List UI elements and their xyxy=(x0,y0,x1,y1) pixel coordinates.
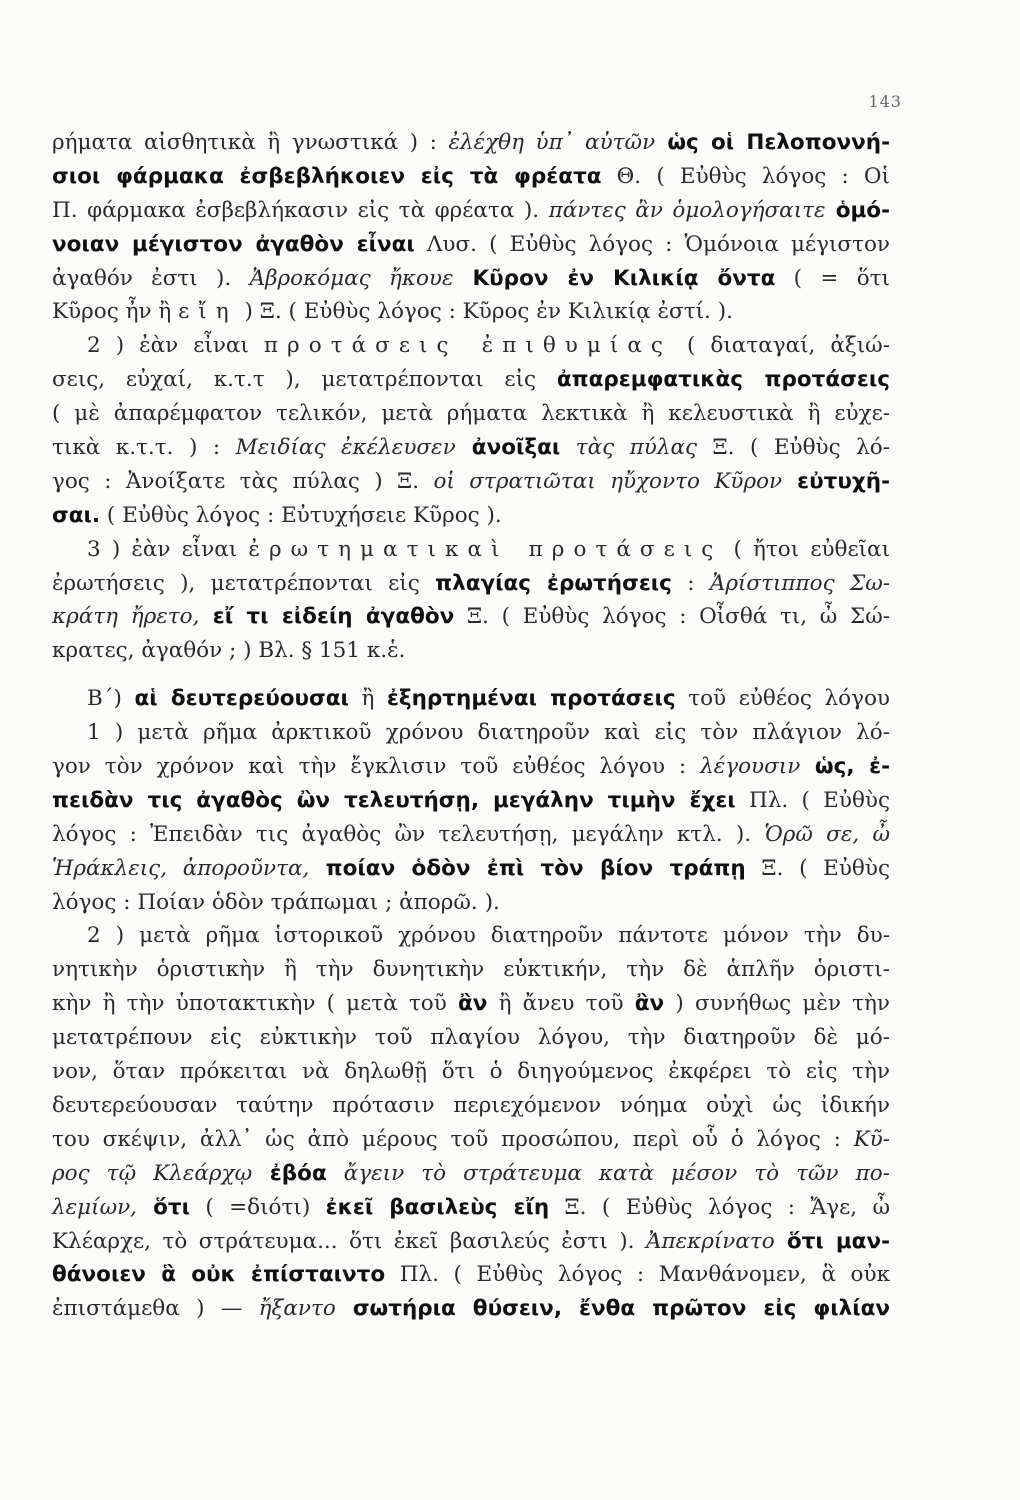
spaced-text: ἐρωτηματικαὶ προτάσεις xyxy=(248,536,723,562)
text-line xyxy=(52,1055,890,1089)
text-line xyxy=(52,1021,890,1055)
text-segment: Ξ. ( Εὐθὺς xyxy=(745,855,890,881)
text-line xyxy=(52,228,890,262)
text-line xyxy=(52,1258,890,1292)
text-segment: κρατες, ἀγαθόν ; ) Βλ. § 151 κ.ἑ. xyxy=(52,638,406,664)
text-line xyxy=(52,465,890,499)
text-line xyxy=(52,1089,890,1123)
text-line xyxy=(52,194,890,228)
text-segment: 2 ) μετὰ ρῆμα ἱστορικοῦ χρόνου διατηροῦν πάντοτε μόνον τὴν δυ- xyxy=(87,923,890,949)
text-line xyxy=(52,886,890,920)
bold-text: θάνοιεν ἃ οὐκ ἐπίσταιντο xyxy=(52,1262,386,1288)
text-line xyxy=(52,716,890,750)
text-segment: κὴν ἢ τὴν ὑποτακτικὴν ( μετὰ τοῦ xyxy=(52,991,458,1017)
text-line xyxy=(52,1292,890,1326)
italic-text: τὰς πύλας xyxy=(560,435,698,461)
body-text xyxy=(52,126,890,1326)
text-segment: Ξ. ( Εὐθὺς λόγος : Ἄγε, ὦ xyxy=(549,1194,890,1220)
text-line xyxy=(52,1225,890,1259)
bold-text: ὅτι xyxy=(137,1194,190,1220)
bold-text: ἐξηρτημέναι προτάσεις xyxy=(386,686,676,712)
italic-text: κράτη ἤρετο, xyxy=(52,604,200,630)
text-segment: Θ. ( Εὐθὺς λόγος : Οἱ xyxy=(601,163,890,189)
text-line xyxy=(52,852,890,886)
text-segment: ἢ ἄνευ τοῦ xyxy=(487,991,635,1017)
text-segment: Πλ. ( Εὐθὺς λόγος : Μανθάνομεν, ἃ οὐκ xyxy=(385,1262,891,1288)
text-line xyxy=(52,160,890,194)
text-segment: του σκέψιν, ἀλλ᾽ ὡς ἀπὸ μέρους τοῦ προσώπου, περὶ οὗ ὁ λόγος : xyxy=(52,1126,854,1152)
italic-text: οἱ στρατιῶται ηὔχοντο Κῦρον xyxy=(433,468,783,494)
text-segment: μετατρέπουν εἰς εὐκτικὴν τοῦ πλαγίου λόγου, τὴν διατηροῦν δὲ μό- xyxy=(52,1025,890,1051)
text-line xyxy=(52,634,890,668)
italic-text: λεμίων, xyxy=(52,1194,138,1220)
text-segment: ( Εὐθὺς λόγος : Εὐτυχήσειε Κῦρος ). xyxy=(100,502,502,528)
text-segment: ( μὲ ἀπαρέμφατον τελικόν, μετὰ ρήματα λεκτικὰ ἢ κελευστικὰ ἢ εὐχε- xyxy=(52,401,890,427)
text-segment: 2 ) ἐὰν εἶναι xyxy=(87,333,264,359)
italic-text: Ὁρῶ σε, ὦ xyxy=(764,821,890,847)
italic-text: ρος τῷ Κλεάρχῳ xyxy=(52,1160,253,1186)
bold-text: αἱ δευτερεύουσαι xyxy=(134,686,349,712)
bold-text: ἐβόα xyxy=(252,1160,327,1186)
text-segment: Λυσ. ( Εὐθὺς λόγος : Ὁμόνοια μέγιστον xyxy=(414,231,890,257)
text-line xyxy=(52,682,890,716)
text-segment: Ξ. ( Εὐθὺς λόγος : Οἶσθά τι, ὦ Σώ- xyxy=(454,604,890,630)
text-segment: ) συνήθως μὲν τὴν xyxy=(664,991,890,1017)
text-segment: τοῦ εὐθέος λόγου xyxy=(675,686,890,712)
text-line xyxy=(52,953,890,987)
text-line xyxy=(52,750,890,784)
text-segment: ἐπιστάμεθα ) — xyxy=(52,1296,259,1322)
text-line xyxy=(52,1191,890,1225)
bold-text: ποίαν ὁδὸν ἐπὶ τὸν βίον τράπῃ xyxy=(309,855,746,881)
italic-text: ἤξαντο xyxy=(258,1296,336,1322)
italic-text: Μειδίας ἐκέλευσεν xyxy=(235,435,456,461)
italic-text: ἐλέχθη ὑπ᾽ αὐτῶν xyxy=(448,130,656,155)
bold-text: ἐκεῖ βασιλεὺς εἴη xyxy=(325,1194,550,1220)
text-segment: τικὰ κ.τ.τ. ) : xyxy=(52,435,236,461)
text-segment: Β΄) xyxy=(87,686,135,712)
text-segment: σεις, εὐχαί, κ.τ.τ ), μετατρέπονται εἰς xyxy=(52,367,557,393)
italic-text: Ἀρίστιππος Σω- xyxy=(709,570,890,596)
text-segment: ἢ xyxy=(348,686,387,712)
text-line xyxy=(52,600,890,634)
text-line xyxy=(52,818,890,852)
text-line xyxy=(52,363,890,397)
bold-text: ἂν xyxy=(458,991,488,1017)
bold-text: πλαγίας ἐρωτήσεις xyxy=(435,570,672,596)
italic-text: πάντες ἂν ὁμολογήσαιτε xyxy=(548,197,826,223)
text-line xyxy=(52,262,890,296)
text-line xyxy=(52,533,890,567)
italic-text: Ἀπεκρίνατο xyxy=(645,1228,775,1254)
text-segment: ρήματα αἰσθητικὰ ἢ γνωστικά ) : xyxy=(52,130,449,155)
bold-text: σαι. xyxy=(52,502,101,528)
bold-text: ὅτι μαν- xyxy=(774,1228,891,1254)
italic-text: Ἀβροκόμας ἤκουε xyxy=(249,265,454,291)
bold-text: εὐτυχῆ- xyxy=(782,468,890,494)
text-segment: : xyxy=(671,570,710,596)
text-line xyxy=(52,1123,890,1157)
italic-text: Κῦ- xyxy=(853,1126,890,1152)
text-segment: ) Ξ. ( Εὐθὺς λόγος : Κῦρος ἐν Κιλικίᾳ ἐστί. ). xyxy=(237,299,733,325)
bold-text: ἂν xyxy=(634,991,665,1017)
text-line xyxy=(52,1157,890,1191)
text-segment: γος : Ἀνοίξατε τὰς πύλας ) Ξ. xyxy=(52,468,434,494)
text-segment: Κλέαρχε, τὸ στράτευμα... ὅτι ἐκεῖ βασιλεύς ἐστι ). xyxy=(52,1228,646,1254)
bold-text: ἀνοῖξαι xyxy=(455,435,561,461)
text-segment: νητικὴν ὁριστικὴν ἢ τὴν δυνητικὴν εὐκτικήν, τὴν δὲ ἁπλῆν ὁριστι- xyxy=(52,957,890,983)
bold-text: εἴ τι εἰδείη ἀγαθὸν xyxy=(199,604,455,630)
italic-text: λέγουσιν xyxy=(700,754,801,780)
text-segment: γον τὸν χρόνον καὶ τὴν ἔγκλισιν τοῦ εὐθέος λόγου : xyxy=(52,754,701,780)
text-segment: Πλ. ( Εὐθὺς xyxy=(735,787,891,813)
text-segment: 3 ) ἐὰν εἶναι xyxy=(87,536,249,562)
bold-text: σωτήρια θύσειν, ἔνθα πρῶτον εἰς φιλίαν xyxy=(335,1296,891,1322)
text-line xyxy=(52,499,890,533)
text-segment: δευτερεύουσαν ταύτην πρότασιν περιεχόμενον νόημα οὐχὶ ὡς ἰδικήν xyxy=(52,1092,890,1118)
text-segment: λόγος : Ἐπειδὰν τις ἀγαθὸς ὢν τελευτήσῃ, μεγάλην κτλ. ). xyxy=(52,821,765,847)
text-segment: ἀγαθόν ἐστι ). xyxy=(52,265,250,291)
text-segment: Ξ. ( Εὐθὺς λό- xyxy=(697,435,890,461)
text-segment: ἐρωτήσεις ), μετατρέπονται εἰς xyxy=(52,570,436,596)
bold-text: νοιαν μέγιστον ἀγαθὸν εἶναι xyxy=(52,231,415,257)
text-segment: ( διαταγαί, ἀξιώ- xyxy=(671,333,890,359)
spaced-text: εἴη xyxy=(178,299,238,325)
text-line xyxy=(52,397,890,431)
bold-text: πειδὰν τις ἀγαθὸς ὢν τελευτήσῃ, μεγάλην τιμὴν ἔχει xyxy=(52,787,736,813)
italic-text: ἄγειν τὸ στράτευμα κατὰ μέσον τὸ τῶν πο- xyxy=(326,1160,891,1186)
text-segment: 1 ) μετὰ ρῆμα ἀρκτικοῦ χρόνου διατηροῦν καὶ εἰς τὸν πλάγιον λό- xyxy=(87,720,890,746)
bold-text: ὁμό- xyxy=(825,197,890,223)
text-segment: Π. φάρμακα ἐσβεβλήκασιν εἰς τὰ φρέατα ). xyxy=(52,197,549,223)
text-line xyxy=(52,567,890,601)
text-segment: ( = ὅτι xyxy=(775,265,890,291)
text-line xyxy=(52,987,890,1021)
text-segment: ( =διότι) xyxy=(189,1194,326,1220)
bold-text: σιοι φάρμακα ἐσβεβλήκοιεν εἰς τὰ φρέατα xyxy=(52,163,602,189)
text-line xyxy=(52,431,890,465)
text-line xyxy=(52,919,890,953)
spaced-text: προτάσεις ἐπιθυμίας xyxy=(263,333,672,359)
text-segment: Κῦρος ἦν ἢ xyxy=(52,299,179,325)
text-segment: ( ἤτοι εὐθεῖαι xyxy=(722,536,890,562)
bold-text: Κῦρον ἐν Κιλικίᾳ ὄντα xyxy=(453,265,776,291)
text-line xyxy=(52,126,890,160)
text-segment: λόγος : Ποίαν ὁδὸν τράπωμαι ; ἀπορῶ. ). xyxy=(52,889,500,915)
bold-text: ὡς οἱ Πελοποννή- xyxy=(655,130,890,155)
page-number: 143 xyxy=(868,92,902,111)
bold-text: ἀπαρεμφατικὰς προτάσεις xyxy=(556,367,890,393)
bold-text: ὡς, ἐ- xyxy=(800,754,890,780)
text-line xyxy=(52,784,890,818)
text-line xyxy=(52,295,890,329)
text-line xyxy=(52,329,890,363)
text-segment: νον, ὅταν πρόκειται νὰ δηλωθῇ ὅτι ὁ διηγούμενος ἐκφέρει τὸ εἰς τὴν xyxy=(52,1059,890,1085)
italic-text: Ἡράκλεις, ἀποροῦντα, xyxy=(52,855,310,881)
